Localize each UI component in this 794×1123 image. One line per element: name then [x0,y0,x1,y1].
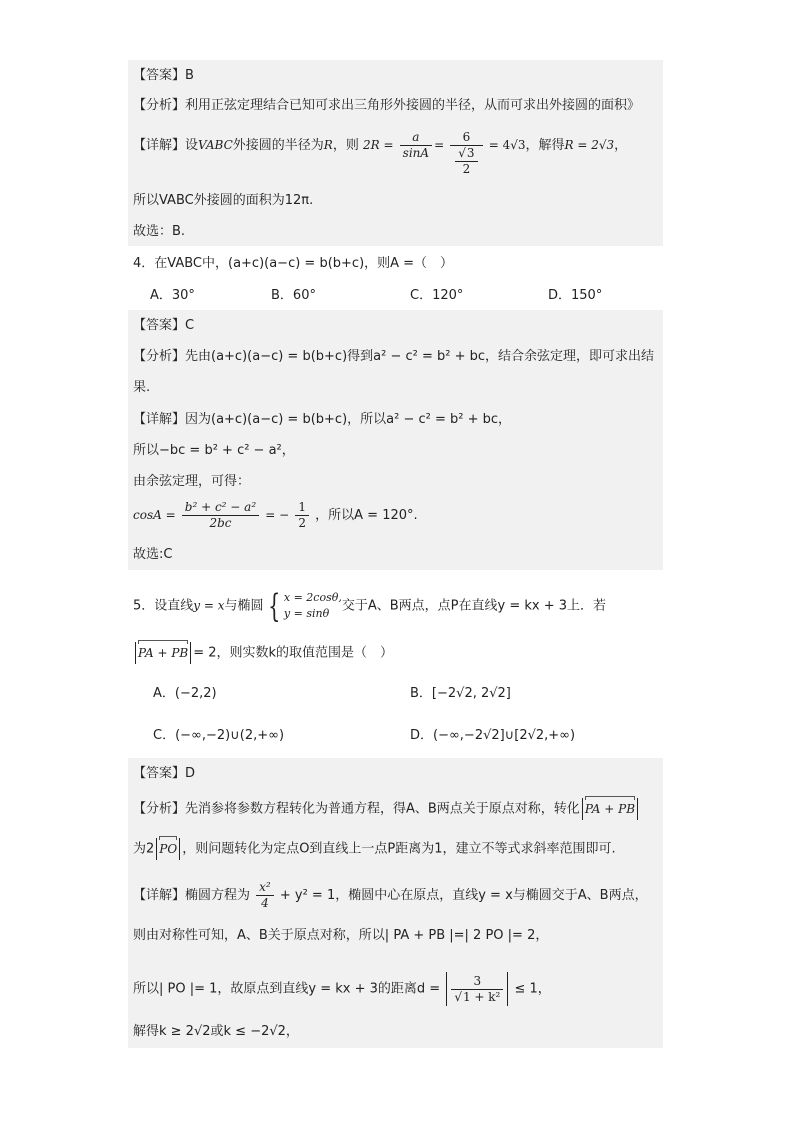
area-q3: 所以VABC外接圆的面积为12π. [133,193,314,208]
analysis-text: 【分析】先消参将参数方程转化为普通方程，得A、B两点关于原点对称，转化 [133,801,580,817]
answer-q3: 【答案】B [133,68,194,83]
formula-lhs: 2R = [362,138,394,152]
cos-tail: ，所以A = 120°. [315,508,418,523]
choose-q4: 故选:C [133,547,173,562]
stem-text: = 2，则实数k的取值范围是（ ） [193,645,394,661]
option-5d: D．(−∞,−2√2]∪[2√2,+∞) [410,728,576,743]
radius-symbol: R [323,138,333,152]
cos-lhs: cosA = [133,508,176,522]
analysis-q5-line1 [133,798,640,820]
analysis-text: 为2 [133,841,155,857]
question-5-stem-line2 [133,642,393,664]
brace-symbol: { [267,587,280,625]
triangle-symbol: VABC [198,138,233,152]
vector-po: PO [159,839,177,859]
distance-fraction: $\frac{3}{\text{√1 + k²}}$ [451,974,503,1005]
answer-q4: 【答案】C [133,318,195,333]
vector-sum: PA + PB [585,799,635,819]
analysis-q4-line1: 【分析】先由(a+c)(a−c) = b(b+c)得到a² − c² = b² + bc，结合余弦定理，即可求出结 [133,349,655,364]
detail-q5-line4: 解得k ≥ 2√2或k ≤ −2√2， [133,1024,299,1039]
detail-label: 【详解】设 [133,138,199,153]
analysis-q4-line2: 果. [133,380,151,395]
detail-q5-line3 [133,972,551,1006]
detail-q3: 【详解】设VABC外接圆的半径为R，则 2R = $\frac{a}{\sin A}$ = $\frac{6}{\frac{√3}{2}}$ = 4√3，解得R = 2√3， [133,130,628,176]
detail-text: 外接圆的半径为 [232,138,324,153]
radius-value: R = 2√3 [564,138,615,152]
stem-text: 与椭圆 [224,598,264,614]
stem-text: 5．设直线 [133,598,194,614]
detail-text: 【详解】椭圆方程为 [133,888,251,903]
cos-equals: = − [265,508,290,522]
option-4c: C．120° [410,288,464,303]
analysis-q3: 【分析】利用正弦定理结合已知可求出三角形外接圆的半径，从而可求出外接圆的面积》 [133,98,641,113]
fraction-a-over-sinA: $\frac{a}{\sin A}$ [400,130,432,161]
formula-result: = 4√3 [488,138,526,152]
stem-text: 交于A、B两点，点P在直线y = kx + 3上．若 [341,598,607,614]
question-5-stem-line1 [133,587,607,625]
detail-text: ，则 [332,138,359,153]
answer-q5: 【答案】D [133,766,196,781]
parametric-system: x = 2cosθ, y = sinθ [283,591,342,620]
detail-text: ≤ 1， [514,981,551,997]
cos-fraction: $\frac{\text{b² + c² − a²}}{2bc}$ [182,500,259,531]
detail-q4-line1: 【详解】因为(a+c)(a−c) = b(b+c)，所以a² − c² = b² + bc， [133,412,512,427]
one-half-fraction: $\frac{1}{2}$ [295,500,309,531]
analysis-text: ，则问题转化为定点O到直线上一点P距离为1，建立不等式求斜率范围即可. [182,841,616,857]
detail-text: + y² = 1，椭圆中心在原点，直线y = x与椭圆交于A、B两点， [279,888,648,903]
option-5c: C．(−∞,−2)∪(2,+∞) [153,728,285,743]
detail-text: 所以| PO |= 1，故原点到直线y = kx + 3的距离d = [133,981,441,997]
option-4a: A．30° [150,288,195,303]
option-5a: A．(−2,2) [153,686,217,701]
vector-sum: PA + PB [138,643,188,663]
line-equation: y = x [193,598,225,613]
fraction-6-over-root3-half: $\frac{6}{\frac{√3}{2}}$ [450,130,482,177]
detail-q5-line1 [133,880,648,911]
analysis-q5-line2 [133,838,616,860]
detail-text: ，解得 [525,138,565,153]
choose-q3: 故选：B. [133,224,186,239]
detail-q5-line2: 则由对称性可知，A、B关于原点对称，所以| PA + PB |=| 2 PO |= 2， [133,928,549,943]
option-5b: B．[−2√2, 2√2] [410,686,511,701]
detail-q4-line2: 所以−bc = b² + c² − a²， [133,443,295,458]
x2-over-4: $\frac{\text{x²}}{4}$ [256,880,274,911]
detail-q4-cos [133,500,418,531]
option-4b: B．60° [271,288,316,303]
option-4d: D．150° [548,288,603,303]
detail-q4-line3: 由余弦定理，可得： [133,474,251,489]
question-4-stem: 4．在VABC中，(a+c)(a−c) = b(b+c)，则A =（ ） [133,256,454,271]
